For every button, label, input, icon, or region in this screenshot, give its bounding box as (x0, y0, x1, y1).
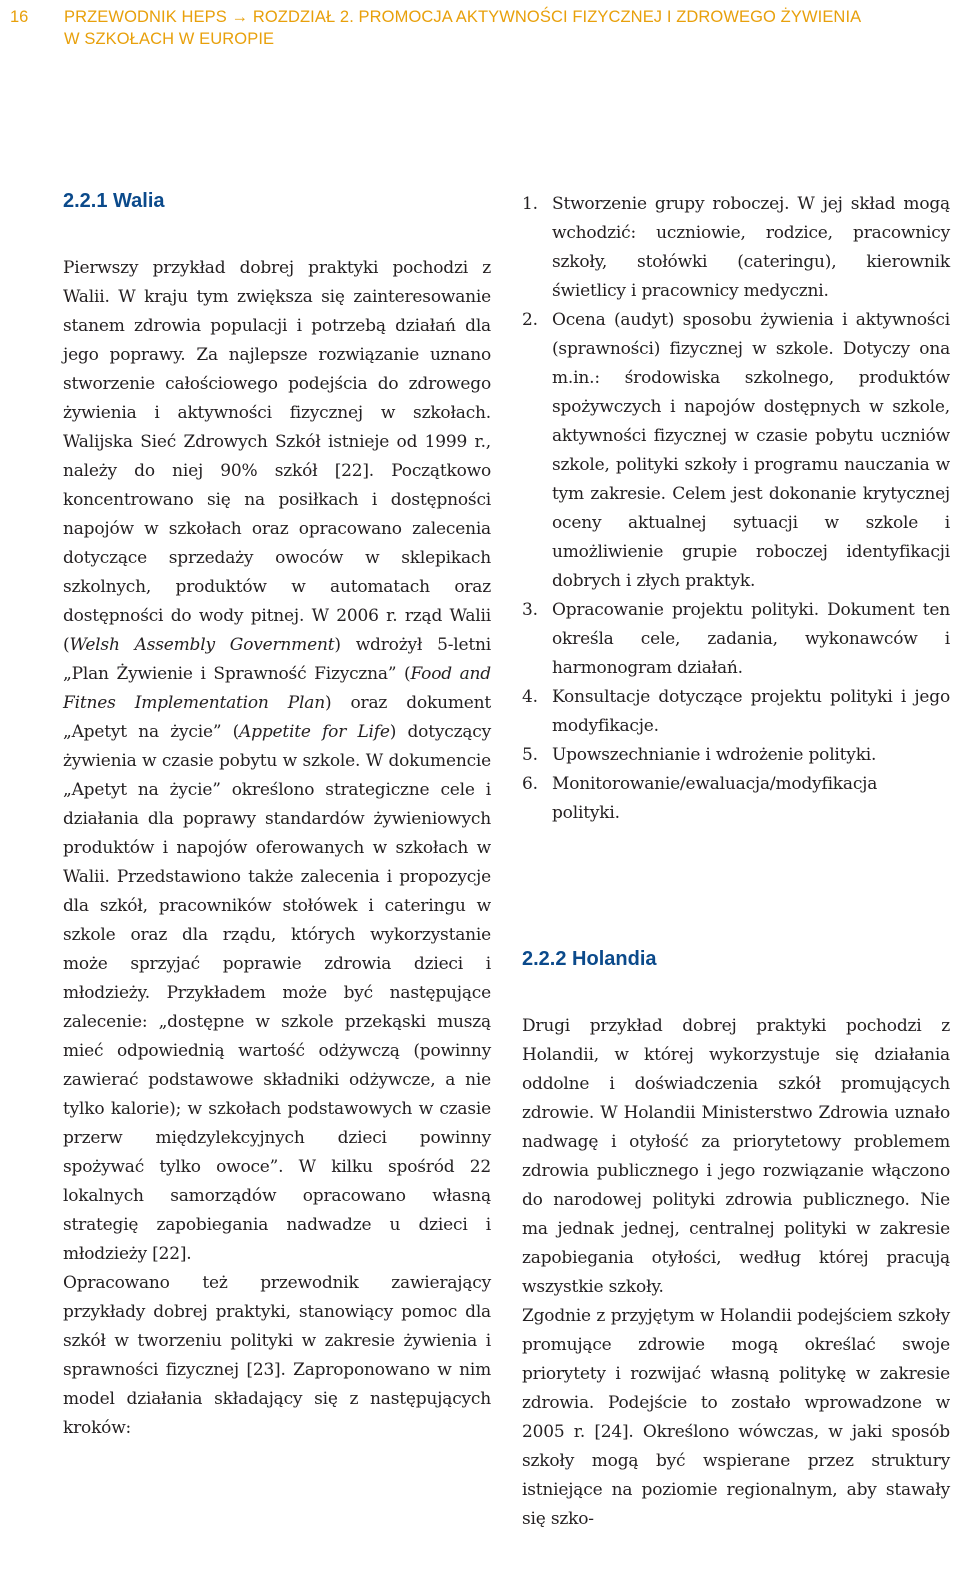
breadcrumb (64, 6, 944, 50)
list-text: Ocena (audyt) sposobu żywienia i aktywności (sprawności) fizycznej w szkole. Dotyczy ona m.in.: środowiska szkolnego, produktów spożywczych i napojów dostępnych w szkole, aktywności fizycznej w czasie pobytu uczniów szkole, polityki szkoły i programu nauczania w tym zakresie. Celem jest dokonanie krytycznej oceny aktualnej sytuacji w szkole i umożliwienie grupie roboczej identyfikacji dobrych i złych praktyk. (552, 310, 950, 591)
list-item (522, 190, 950, 306)
wales-paragraph-1 (63, 254, 491, 1269)
breadcrumb-guide: PRZEWODNIK HEPS (64, 8, 227, 26)
list-text: Opracowanie projektu polityki. Dokument ten określa cele, zadania, wykonawców i harmonogram działań. (552, 600, 950, 678)
text-run: Pierwszy przykład dobrej praktyki pochodzi z Walii. W kraju tym zwiększa się zainteresowanie stanem zdrowia populacji i potrzebą działań dla jego poprawy. Za najlepsze rozwiązanie uznano stworzenie całościowego podejścia do zdrowego żywienia i aktywności fizycznej w szkołach. Walijska Sieć Zdrowych Szkół istnieje od 1999 r., należy do niej 90% szkół [22]. Początkowo koncentrowano się na posiłkach i dostępności napojów w szkołach oraz opracowano zalecenia dotyczące sprzedaży owoców w sklepikach szkolnych, produktów w automatach oraz dostępności do wody pitnej. W 2006 r. rząd Walii ( (63, 258, 491, 655)
list-item (522, 306, 950, 596)
breadcrumb-chapter-line2: W SZKOŁACH W EUROPIE (64, 30, 275, 48)
list-item (522, 770, 950, 828)
page-number: 16 (10, 8, 29, 26)
netherlands-paragraph-1: Drugi przykład dobrej praktyki pochodzi z Holandii, w której wykorzystuje się działania oddolne i doświadczenia szkół promujących zdrowie. W Holandii Ministerstwo Zdrowia uznało nadwagę i otyłość za priorytetowy problemem zdrowia publicznego i jego rozwiązanie włączono do narodowej polityki zdrowia publicznego. Nie ma jednak jednej, centralnej polityki w zakresie zapobiegania otyłości, według której pracują wszystkie szkoły. (522, 1016, 950, 1297)
right-column-netherlands (522, 1012, 950, 1534)
wales-paragraph-2: Opracowano też przewodnik zawierający przykłady dobrej praktyki, stanowiący pomoc dla szkół w tworzeniu polityki w zakresie żywienia i sprawności fizycznej [23]. Zaproponowano w nim model działania składający się z następujących kroków: (63, 1273, 491, 1438)
right-column (522, 190, 950, 828)
list-text: Upowszechnianie i wdrożenie polityki. (552, 745, 877, 765)
list-item (522, 683, 950, 741)
list-item (522, 596, 950, 683)
list-item (522, 741, 950, 770)
breadcrumb-chapter: ROZDZIAŁ 2. PROMOCJA AKTYWNOŚCI FIZYCZNEJ I ZDROWEGO ŻYWIENIA (252, 8, 862, 26)
list-text: Konsultacje dotyczące projektu polityki i jego modyfikacje. (552, 687, 950, 736)
list-text: Monitorowanie/ewaluacja/modyfikacja polityki. (552, 774, 878, 823)
list-number: 2. (522, 310, 538, 330)
list-number: 4. (522, 687, 538, 707)
list-number: 6. (522, 774, 538, 794)
text-run: ) wdrożył 5-letni „Plan Żywienie i Sprawność Fizyczna” ( (63, 635, 491, 684)
left-column (63, 254, 491, 1443)
italic-term: Welsh Assembly Government (69, 635, 335, 655)
text-run: ) dotyczący żywienia w czasie pobytu w szkole. W dokumencie „Apetyt na życie” określono strategiczne cele i działania dla poprawy standardów żywieniowych produktów i napojów oferowanych w szkołach w Walii. Przedstawiono także zalecenia i propozycje dla szkół, pracowników stołówek i cateringu w szkole oraz dla rządu, których wykorzystanie może sprzyjać poprawie zdrowia dzieci i młodzieży. Przykładem może być następujące zalecenie: „dostępne w szkole przekąski muszą mieć odpowiednią wartość odżywczą (powinny zawierać podstawowe składniki odżywcze, a nie tylko kalorie); w szkołach podstawowych w czasie przerw międzylekcyjnych dzieci powinny spożywać tylko owoce”. W kilku spośród 22 lokalnych samorządów opracowano własną strategię zapobiegania nadwadze u dzieci i młodzieży [22]. (63, 722, 491, 1264)
italic-term: Food and Fitnes Implementation Plan (63, 664, 491, 713)
section-heading-wales: 2.2.1 Walia (63, 190, 165, 212)
italic-term: Appetite for Life (239, 722, 390, 742)
list-number: 3. (522, 600, 538, 620)
arrow-right-icon: → (231, 8, 249, 26)
text-run: ) oraz dokument „Apetyt na życie” ( (63, 693, 491, 742)
steps-list (522, 190, 950, 828)
list-text: Stworzenie grupy roboczej. W jej skład mogą wchodzić: uczniowie, rodzice, pracownicy szkoły, stołówki (cateringu), kierownik świetlicy i pracownicy medyczni. (552, 194, 950, 301)
netherlands-paragraph-2: Zgodnie z przyjętym w Holandii podejściem szkoły promujące zdrowie mogą określać swoje priorytety i rozwijać własną politykę w zakresie zdrowia. Podejście to zostało wprowadzone w 2005 r. [24]. Określono wówczas, w jaki sposób szkoły mogą być wspierane przez struktury istniejące na poziomie regionalnym, aby stawały się szko- (522, 1306, 950, 1529)
list-number: 5. (522, 745, 538, 765)
section-heading-netherlands: 2.2.2 Holandia (522, 948, 657, 970)
list-number: 1. (522, 194, 538, 214)
